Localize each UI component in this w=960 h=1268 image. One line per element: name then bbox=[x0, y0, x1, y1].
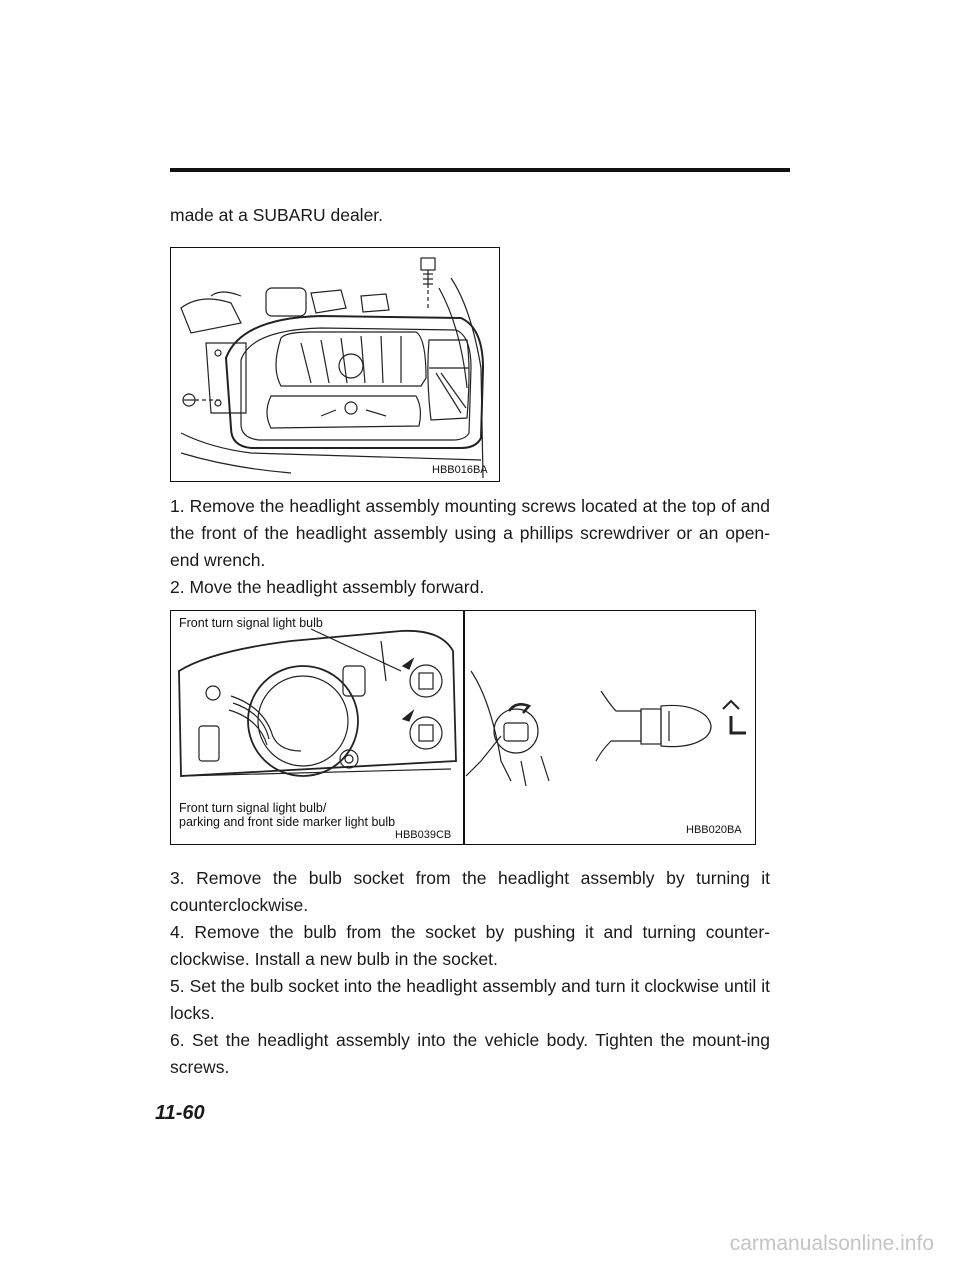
caption-parking-light-line2: parking and front side marker light bulb bbox=[179, 815, 396, 829]
page-number: 11-60 bbox=[155, 1102, 205, 1124]
steps-b bbox=[170, 865, 770, 1081]
step-4: 4. Remove the bulb from the socket by pushing it and turning counter-clockwise. Install a new bulb in the socket. bbox=[170, 922, 770, 969]
step-2: 2. Move the headlight assembly forward. bbox=[170, 577, 485, 597]
figure-headlight-assembly bbox=[170, 247, 500, 482]
step-6: 6. Set the headlight assembly into the vehicle body. Tighten the mount-ing screws. bbox=[170, 1030, 770, 1077]
header-rule bbox=[170, 168, 790, 172]
steps-a bbox=[170, 493, 770, 601]
figure2-left-code: HBB039CB bbox=[395, 829, 452, 841]
watermark: carmanualsonline.info bbox=[729, 1232, 934, 1255]
figure1-code: HBB016BA bbox=[432, 464, 488, 476]
step-5: 5. Set the bulb socket into the headlight assembly and turn it clockwise until it locks. bbox=[170, 976, 770, 1023]
figure-bulb-replacement bbox=[170, 610, 756, 845]
headlight-illustration bbox=[171, 248, 500, 482]
caption-front-turn-signal: Front turn signal light bulb bbox=[179, 616, 323, 630]
caption-parking-light-line1: Front turn signal light bulb/ bbox=[179, 801, 327, 815]
figure2-right-code: HBB020BA bbox=[686, 824, 742, 836]
intro-text: made at a SUBARU dealer. bbox=[170, 205, 384, 225]
step-3: 3. Remove the bulb socket from the headlight assembly by turning it counterclockwise. bbox=[170, 868, 770, 915]
step-1: 1. Remove the headlight assembly mounting screws located at the top of and the front of the headlight assembly using a phillips screwdriver or an open-end wrench. bbox=[170, 496, 770, 570]
